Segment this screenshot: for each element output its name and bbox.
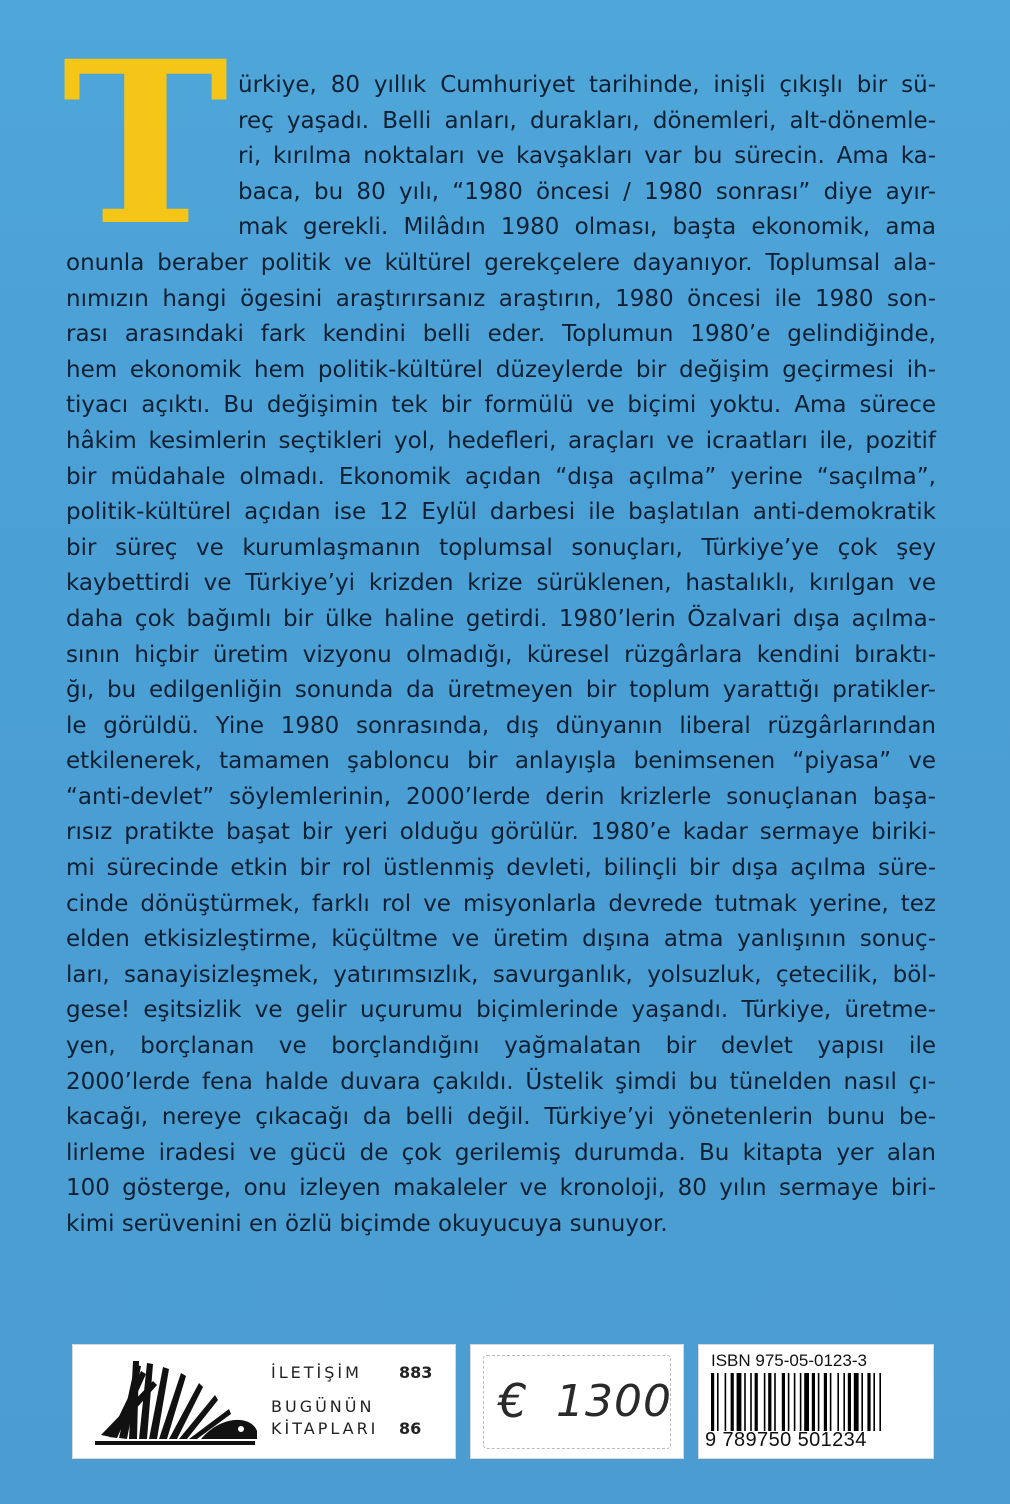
barcode-icon bbox=[711, 1373, 921, 1431]
blurb-line: mak gerekli. Milâdın 1980 olması, başta ekonomik, ama bbox=[238, 214, 936, 241]
blurb-line: bir müdahale olmadı. Ekonomik açıdan “dışa açılma” yerine “saçılma”, bbox=[66, 463, 936, 490]
price-sticker bbox=[483, 1355, 671, 1449]
blurb-line: elden etkisizleştirme, küçültme ve üretim dışına atma yanlışının sonuç- bbox=[66, 926, 936, 953]
isbn-label: ISBN 975-05-0123-3 bbox=[711, 1351, 867, 1370]
blurb-line: hem ekonomik hem politik-kültürel düzeylerde bir değişim geçirmesi ih- bbox=[66, 356, 936, 383]
series-number: 86 bbox=[399, 1419, 422, 1438]
blurb-line: hâkim kesimlerin seçtikleri yol, hedefleri, araçları ve icraatları ile, pozitif bbox=[66, 427, 936, 454]
blurb-line: rısız pratikte başat bir yeri olduğu görülür. 1980’e kadar sermaye biriki- bbox=[66, 819, 936, 846]
blurb-line: ürkiye, 80 yıllık Cumhuriyet tarihinde, inişli çıkışlı bir sü- bbox=[238, 72, 936, 98]
blurb-line: nımızın hangi ögesini araştırırsanız araştırın, 1980 öncesi ile 1980 son- bbox=[66, 285, 936, 312]
isbn-box bbox=[698, 1344, 934, 1459]
publisher-series-number: 883 bbox=[399, 1363, 433, 1382]
blurb-line: lirleme iradesi ve gücü de çok gerilemiş durumda. Bu kitapta yer alan bbox=[66, 1139, 936, 1166]
isbn-digits: 9 789750 501234 bbox=[705, 1429, 867, 1451]
blurb-line: “anti-devlet” söylemlerinin, 2000’lerde derin krizlerle sonuçlanan başa- bbox=[66, 783, 936, 810]
blurb-line: kimi serüvenini en özlü biçimde okuyucuya sunuyor. bbox=[66, 1211, 668, 1237]
blurb-line: gese! eşitsizlik ve gelir uçurumu biçimlerinde yaşandı. Türkiye, üretme- bbox=[66, 997, 936, 1024]
publisher-box bbox=[72, 1344, 456, 1459]
blurb-line: ğı, bu edilgenliğin sonunda da üretmeyen bir toplum yarattığı pratikler- bbox=[66, 677, 936, 704]
blurb-line: rası arasındaki fark kendini belli eder. Toplumun 1980’e gelindiğinde, bbox=[66, 321, 936, 348]
blurb-line: baca, bu 80 yılı, “1980 öncesi / 1980 sonrası” diye ayır- bbox=[238, 178, 936, 205]
blurb-line: ri, kırılma noktaları ve kavşakları var bu sürecin. Ama ka- bbox=[238, 143, 936, 170]
blurb-line: cinde dönüştürmek, farklı rol ve misyonlarla devrede tutmak yerine, tez bbox=[66, 890, 936, 917]
blurb-line: kaybettirdi ve Türkiye’yi krizden krize sürüklenen, hastalıklı, kırılgan ve bbox=[66, 570, 936, 597]
blurb-line: onunla beraber politik ve kültürel gerekçelere dayanıyor. Toplumsal ala- bbox=[66, 249, 936, 276]
blurb-line: ları, sanayisizleşmek, yatırımsızlık, savurganlık, yolsuzluk, çetecilik, böl- bbox=[66, 961, 936, 988]
price-value: 1300 bbox=[556, 1376, 672, 1427]
blurb-line: le görüldü. Yine 1980 sonrasında, dış dünyanın liberal rüzgârlarından bbox=[66, 712, 936, 739]
blurb-line: politik-kültürel açıdan ise 12 Eylül darbesi ile başlatılan anti-demokratik bbox=[66, 499, 936, 526]
currency-symbol: € bbox=[498, 1374, 528, 1428]
blurb-line: mi sürecinde etkin bir rol üstlenmiş devleti, bilinçli bir dışa açılma süre- bbox=[66, 855, 936, 882]
blurb-line: yen, borçlanan ve borçlandığını yağmalatan bir devlet yapısı ile bbox=[66, 1033, 936, 1060]
blurb-line: tiyacı açıktı. Bu değişimin tek bir formülü ve biçimi yoktu. Ama sürece bbox=[66, 392, 936, 419]
blurb-line: 2000’lerde fena halde duvara çakıldı. Üstelik şimdi bu tünelden nasıl çı- bbox=[66, 1068, 936, 1095]
blurb-line: sının hiçbir üretim vizyonu olmadığı, küresel rüzgârlara kendini bıraktı- bbox=[66, 641, 936, 668]
back-cover-blurb bbox=[66, 68, 936, 1243]
blurb-line: reç yaşadı. Belli anları, durakları, dönemleri, alt-dönemle- bbox=[238, 107, 936, 134]
hedgehog-logo-icon bbox=[91, 1359, 259, 1445]
publisher-name: İLETİŞİM bbox=[271, 1363, 362, 1382]
blurb-line: bir süreç ve kurumlaşmanın toplumsal sonuçları, Türkiye’ye çok şey bbox=[66, 534, 936, 561]
series-name-line2: KİTAPLARI bbox=[271, 1419, 379, 1438]
blurb-line: kacağı, nereye çıkacağı da belli değil. Türkiye’yi yönetenlerin bunu be- bbox=[66, 1104, 936, 1131]
blurb-line: daha çok bağımlı bir ülke haline getirdi. 1980’lerin Özalvari dışa açılma- bbox=[66, 605, 936, 632]
blurb-line: etkilenerek, tamamen şabloncu bir anlayışla benimsenen “piyasa” ve bbox=[66, 748, 936, 775]
price-box bbox=[470, 1344, 684, 1459]
series-name-line1: BUGÜNÜN bbox=[271, 1397, 375, 1416]
drop-cap-letter: T bbox=[62, 12, 229, 275]
blurb-line: 100 gösterge, onu izleyen makaleler ve kronoloji, 80 yılın sermaye biri- bbox=[66, 1175, 936, 1202]
